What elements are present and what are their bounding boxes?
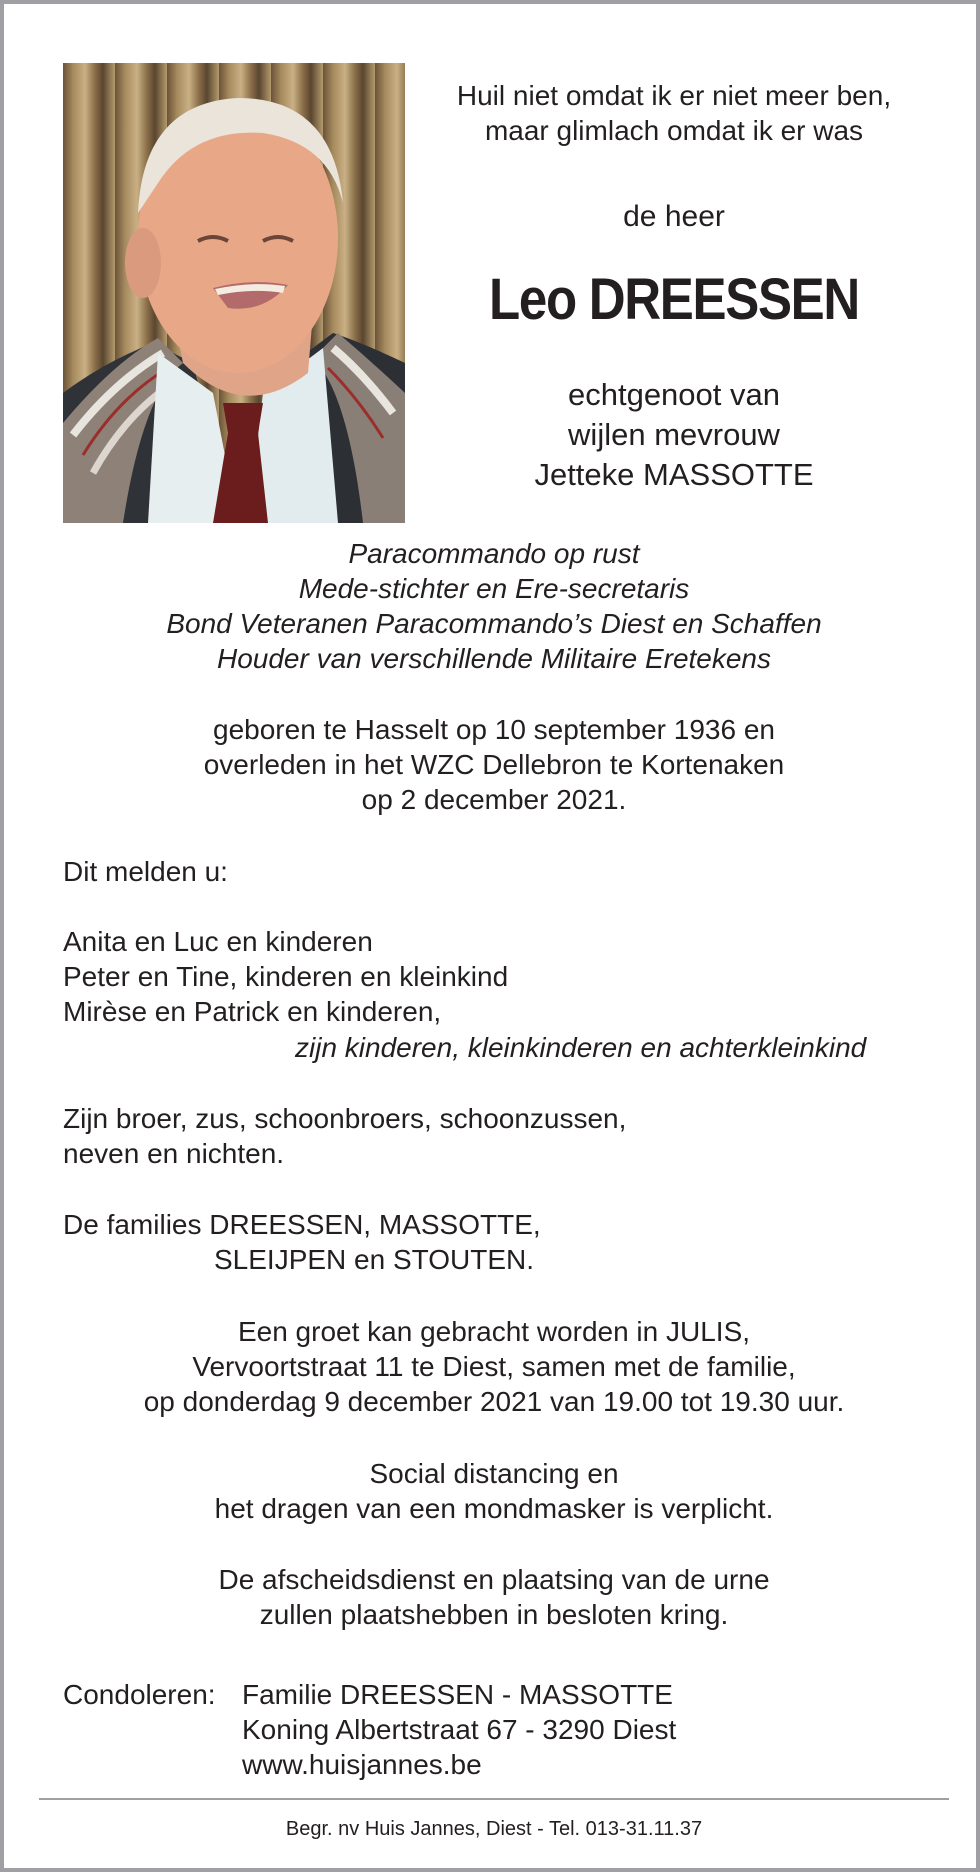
spouse-line-1: echtgenoot van [567,377,780,412]
service-line-1: De afscheidsdienst en plaatsing van de urne [218,1564,770,1595]
visitation-line-1: Een groet kan gebracht worden in JULIS, [237,1316,751,1347]
footer-divider [39,1798,949,1800]
title-line-4: Houder van verschillende Militaire Eretekens [216,643,772,674]
deceased-name: Leo DREESSEN [489,267,859,332]
child-line-2: Peter en Tine, kinderen en kleinkind [63,961,509,992]
service-line-2: zullen plaatshebben in besloten kring. [259,1599,729,1630]
spouse-line-3: Jetteke MASSOTTE [534,457,814,492]
quote-line-1: Huil niet omdat ik er niet meer ben, [456,80,892,111]
condolences-family: Familie DREESSEN - MASSOTTE [242,1679,673,1710]
visitation-line-2: Vervoortstraat 11 te Diest, samen met de familie, [192,1351,796,1382]
spouse-line-2: wijlen mevrouw [568,417,780,452]
families-line-2: SLEIJPEN en STOUTEN. [214,1244,535,1275]
siblings-line-2: neven en nichten. [63,1138,285,1169]
portrait-illustration [63,63,405,523]
condolences-address: Koning Albertstraat 67 - 3290 Diest [242,1714,677,1745]
children-summary: zijn kinderen, kleinkinderen en achterkleinkind [295,1032,867,1063]
life-line-2: overleden in het WZC Dellebron te Kortenaken [203,749,785,780]
quote-line-2: maar glimlach omdat ik er was [484,115,864,146]
portrait-photo [63,63,405,523]
siblings-line-1: Zijn broer, zus, schoonbroers, schoonzussen, [63,1103,627,1134]
child-line-3: Mirèse en Patrick en kinderen, [63,996,442,1027]
visitation-line-3: op donderdag 9 december 2021 van 19.00 tot 19.30 uur. [143,1386,845,1417]
condolences-label: Condoleren: [63,1679,216,1710]
salutation: de heer [623,200,725,233]
life-line-3: op 2 december 2021. [361,784,627,815]
announcers-intro: Dit melden u: [63,856,228,887]
title-line-1: Paracommando op rust [348,538,640,569]
life-line-1: geboren te Hasselt op 10 september 1936 en [213,714,775,745]
covid-line-2: het dragen van een mondmasker is verplicht. [214,1493,774,1524]
funeral-home-footer: Begr. nv Huis Jannes, Diest - Tel. 013-31.11.37 [285,1818,703,1840]
families-line-1: De families DREESSEN, MASSOTTE, [63,1209,541,1240]
title-line-3: Bond Veteranen Paracommando’s Diest en Schaffen [166,608,822,639]
child-line-1: Anita en Luc en kinderen [63,926,373,957]
condolences-website-link[interactable]: www.huisjannes.be [242,1749,482,1780]
covid-line-1: Social distancing en [369,1458,619,1489]
title-line-2: Mede-stichter en Ere-secretaris [298,573,690,604]
